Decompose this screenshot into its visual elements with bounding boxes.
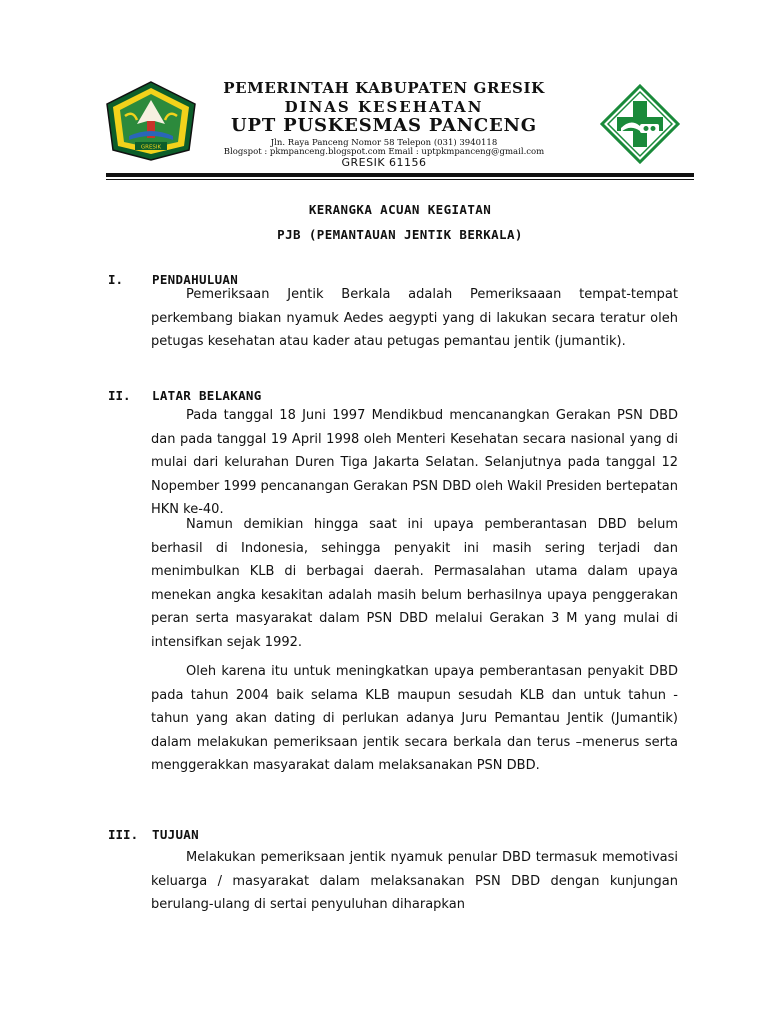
paragraph-tujuan: Melakukan pemeriksaan jentik nyamuk penular DBD termasuk memotivasi keluarga / masyarakat dalam melaksanakan PSN DBD dengan kunjungan berulang-ulang di sertai penyuluhan diharapkan (151, 850, 678, 913)
section-title-pendahuluan: PENDAHULUAN (152, 272, 239, 287)
header-rule-thick (106, 173, 694, 177)
section-title-latar-belakang: LATAR BELAKANG (152, 388, 262, 403)
city-postal-code: GRESIK 61156 (341, 156, 427, 169)
paragraph-latar-belakang-1: Pada tanggal 18 Juni 1997 Mendikbud mencanangkan Gerakan PSN DBD dan pada tanggal 19 April 1998 oleh Menteri Kesehatan secara nasional yang di mulai dari kelurahan Duren Tiga Jakarta Selatan. Selanjutnya pada tanggal 12 Nopember 1999 pencanangan Gerakan PSN DBD oleh Wakil Presiden bertepatan HKN ke-40. (151, 408, 678, 518)
section-number: I. (108, 272, 124, 287)
section-number: III. (108, 827, 139, 842)
government-name: PEMERINTAH KABUPATEN GRESIK (223, 79, 545, 97)
header-rule-thin (106, 179, 694, 180)
puskesmas-cross-icon (600, 84, 680, 164)
document-title: KERANGKA ACUAN KEGIATAN (308, 202, 492, 217)
address-line: Jln. Raya Panceng Nomor 58 Telepon (031) 3940118 (270, 138, 498, 148)
svg-text:GRESIK: GRESIK (140, 144, 162, 151)
paragraph-latar-belakang-2: Namun demikian hingga saat ini upaya pemberantasan DBD belum berhasil di Indonesia, sehingga penyakit ini masih sering terjadi dan menimbulkan KLB di berbagai daerah. Permasalahan utama dalam upaya menekan angka kesakitan adalah masih belum berhasilnya upaya penggerakan peran serta masyarakat dalam PSN DBD melalui Gerakan 3 M yang mulai di intensifkan sejak 1992. (151, 517, 678, 650)
blog-email-line: Blogspot : pkmpanceng.blogspot.com Email : uptpkmpanceng@gmail.com (223, 147, 545, 157)
department-name: DINAS KESEHATAN (284, 98, 484, 116)
document-subtitle: PJB (PEMANTAUAN JENTIK BERKALA) (277, 227, 523, 242)
paragraph-latar-belakang-3: Oleh karena itu untuk meningkatkan upaya pemberantasan penyakit DBD pada tahun 2004 baik selama KLB maupun sesudah KLB dan untuk tahun - tahun yang akan dating di perlukan adanya Juru Pemantau Jentik (Jumantik) dalam melakukan pemeriksaan jentik secara berkala dan terus –menerus serta menggerakkan masyarakat dalam melaksanakan PSN DBD. (151, 664, 678, 774)
letterhead (0, 0, 768, 185)
section-number: II. (108, 388, 131, 403)
section-title-tujuan: TUJUAN (152, 827, 199, 842)
unit-name: UPT PUSKESMAS PANCENG (231, 115, 537, 136)
paragraph-pendahuluan: Pemeriksaan Jentik Berkala adalah Pemeriksaaan tempat-tempat perkembang biakan nyamuk Aedes aegypti yang di lakukan secara teratur oleh petugas kesehatan atau kader atau petugas pemantau jentik (jumantik). (151, 287, 678, 350)
